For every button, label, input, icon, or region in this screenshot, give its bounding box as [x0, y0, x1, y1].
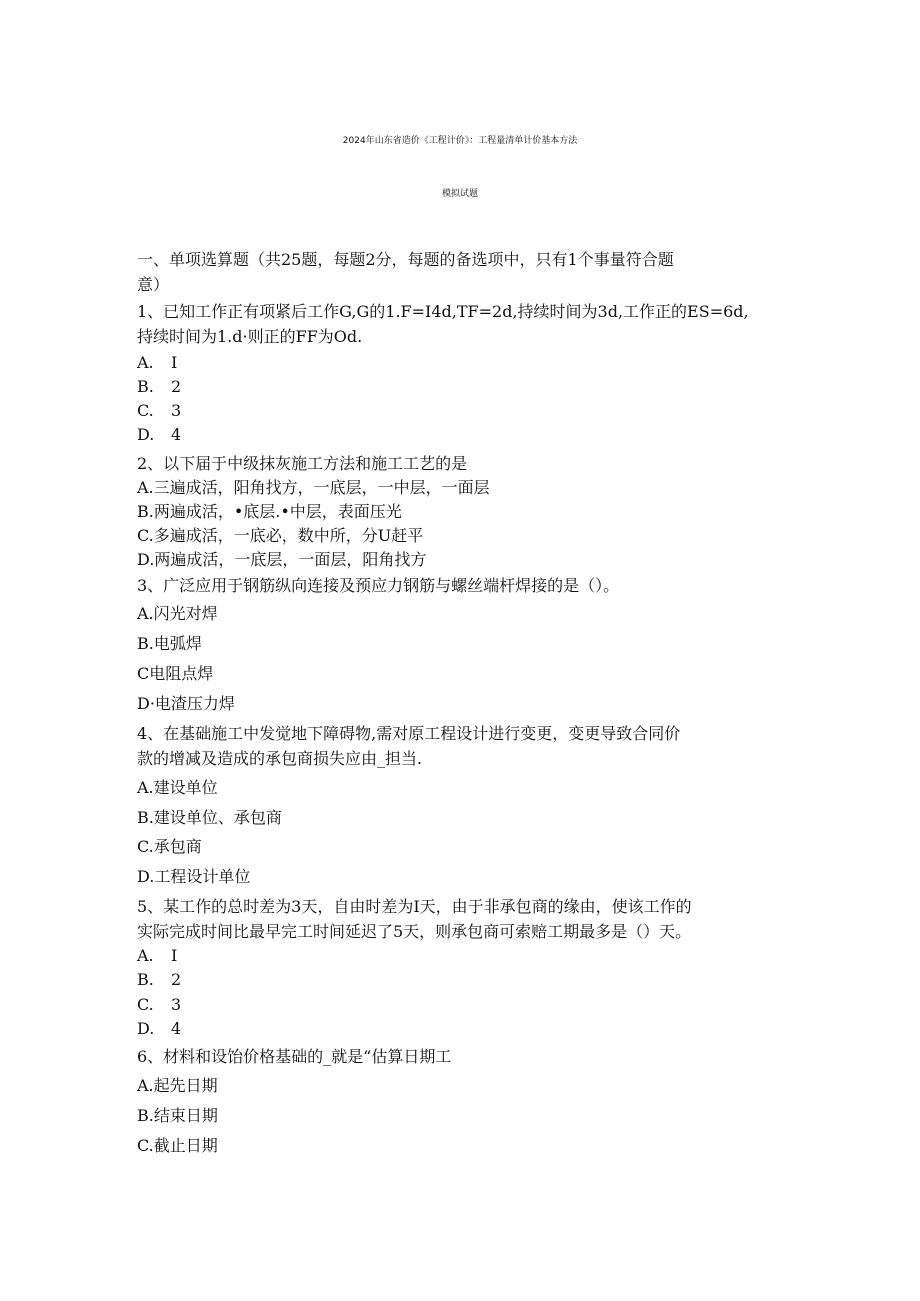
- question-3-option-a: A.闪光对焊: [137, 604, 218, 623]
- question-2-option-b: B.两遍成活，•底层.•中层，表面压光: [137, 502, 402, 521]
- option-letter: D.: [137, 425, 155, 444]
- section-heading: 一、单项选算题（共25题，每题2分，每题的备选项中，只有1个事量符合题: [137, 250, 674, 269]
- question-4-option-a: A.建设单位: [137, 778, 218, 797]
- option-text: 2: [171, 970, 182, 989]
- option-text: 3: [171, 995, 182, 1014]
- question-6-option-c: C.截止日期: [137, 1136, 218, 1155]
- option-text: 2: [171, 377, 182, 396]
- question-2-option-c: C.多遍成活，一底必，数中所，分U赶平: [137, 526, 424, 545]
- question-3-option-c: C电阻点焊: [137, 664, 214, 683]
- option-text: 4: [171, 1019, 182, 1038]
- question-5-option-b: [137, 970, 181, 990]
- question-3-option-d: D·电渣压力焊: [137, 694, 235, 713]
- question-2-option-a: A.三遍成活，阳角找方，一底层，一中层，一面层: [137, 478, 490, 497]
- question-6-option-b: B.结束日期: [137, 1106, 218, 1125]
- option-letter: B.: [137, 970, 154, 989]
- question-5-stem: 5、某工作的总时差为3天，自由时差为I天，由于非承包商的缘由，使该工作的: [137, 897, 692, 916]
- option-letter: C.: [137, 995, 154, 1014]
- question-2-stem: 2、以下届于中级抹灰施工方法和施工工艺的是: [137, 454, 468, 473]
- option-letter: A.: [137, 353, 154, 372]
- question-1-option-b: [137, 377, 181, 397]
- option-letter: B.: [137, 377, 154, 396]
- question-5-option-d: [137, 1019, 181, 1039]
- option-letter: C.: [137, 401, 154, 420]
- section-heading-continued: 意）: [137, 275, 170, 294]
- question-6-option-a: A.起先日期: [137, 1076, 218, 1095]
- question-1-stem: 1、已知工作正有项紧后工作G,G的1.F=I4d,TF=2d,持续时间为3d,工作正的ES=6d,: [137, 302, 749, 321]
- question-3-stem: 3、广泛应用于钢筋纵向连接及预应力钢筋与螺丝端杆焊接的是（）。: [137, 576, 620, 595]
- question-1-stem-continued: 持续时间为1.d·则正的FF为Od.: [137, 327, 363, 346]
- question-3-option-b: B.电弧焊: [137, 634, 202, 653]
- question-6-stem: 6、材料和设饴价格基础的_就是“估算日期工: [137, 1047, 452, 1066]
- question-4-option-d: D.工程设计单位: [137, 867, 251, 886]
- question-4-stem: 4、在基础施工中发觉地下障碍物,需对原工程设计进行变更，变更导致合同价: [137, 724, 681, 743]
- question-4-option-c: C.承包商: [137, 837, 202, 856]
- question-5-option-a: [137, 946, 177, 966]
- question-4-stem-continued: 款的增减及造成的承包商损失应由_担当.: [137, 749, 423, 768]
- document-title-line-2: 模拟试题: [441, 189, 478, 199]
- question-5-stem-continued: 实际完成时间比最早完工时间延迟了5天，则承包商可索赔工期最多是（）天。: [137, 922, 692, 941]
- question-1-option-a: [137, 353, 177, 373]
- question-2-option-d: D.两遍成活，一底层，一面层，阳角找方: [137, 550, 427, 569]
- option-letter: D.: [137, 1019, 155, 1038]
- option-text: 3: [171, 401, 182, 420]
- option-letter: A.: [137, 946, 154, 965]
- option-text: I: [171, 353, 178, 372]
- question-1-option-d: [137, 425, 181, 445]
- question-5-option-c: [137, 995, 181, 1015]
- question-4-option-b: B.建设单位、承包商: [137, 808, 282, 827]
- document-title-line-1: 2024年山东省造价《工程计价》：工程量清单计价基本方法: [342, 136, 578, 146]
- question-1-option-c: [137, 401, 181, 421]
- option-text: I: [171, 946, 178, 965]
- option-text: 4: [171, 425, 182, 444]
